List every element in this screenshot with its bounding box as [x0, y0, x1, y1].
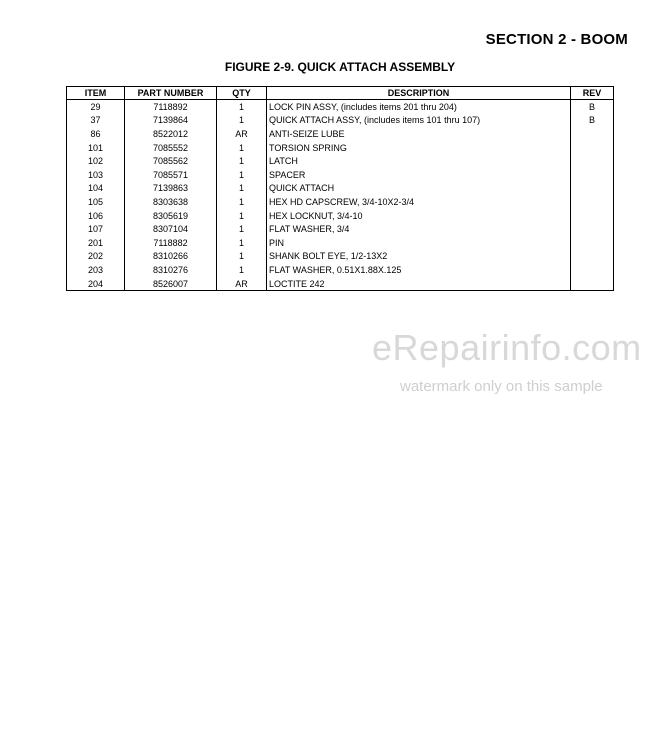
item-cell: 104 [67, 182, 125, 196]
table-header-row [67, 87, 614, 100]
part-number-cell: 7085562 [125, 154, 217, 168]
qty-cell: 1 [217, 222, 267, 236]
table-row [67, 209, 614, 223]
description-cell: HEX HD CAPSCREW, 3/4-10X2-3/4 [267, 195, 571, 209]
rev-cell: B [571, 114, 614, 128]
table-row [67, 168, 614, 182]
part-number-cell: 7118892 [125, 100, 217, 114]
description-cell: SHANK BOLT EYE, 1/2-13X2 [267, 250, 571, 264]
parts-list-table [66, 86, 614, 291]
description-cell: LATCH [267, 154, 571, 168]
part-number-cell: 8310266 [125, 250, 217, 264]
qty-cell: 1 [217, 182, 267, 196]
rev-cell [571, 263, 614, 277]
item-cell: 203 [67, 263, 125, 277]
qty-cell: 1 [217, 154, 267, 168]
qty-cell: 1 [217, 141, 267, 155]
rev-cell [571, 141, 614, 155]
rev-cell [571, 182, 614, 196]
item-cell: 106 [67, 209, 125, 223]
description-cell: PIN [267, 236, 571, 250]
column-header-rev: REV [571, 87, 614, 100]
figure-title: FIGURE 2-9. QUICK ATTACH ASSEMBLY [224, 60, 456, 74]
qty-cell: 1 [217, 250, 267, 264]
item-cell: 201 [67, 236, 125, 250]
qty-cell: 1 [217, 168, 267, 182]
rev-cell [571, 195, 614, 209]
part-number-cell: 7139864 [125, 114, 217, 128]
part-number-cell: 8526007 [125, 277, 217, 291]
description-cell: QUICK ATTACH ASSY, (includes items 101 thru 107) [267, 114, 571, 128]
description-cell: FLAT WASHER, 3/4 [267, 222, 571, 236]
parts-table-body [67, 100, 614, 291]
table-row [67, 236, 614, 250]
rev-cell [571, 209, 614, 223]
item-cell: 102 [67, 154, 125, 168]
column-header-item: ITEM [67, 87, 125, 100]
item-cell: 29 [67, 100, 125, 114]
item-cell: 107 [67, 222, 125, 236]
part-number-cell: 8303638 [125, 195, 217, 209]
part-number-cell: 7139863 [125, 182, 217, 196]
rev-cell: B [571, 100, 614, 114]
table-row [67, 263, 614, 277]
item-cell: 37 [67, 114, 125, 128]
rev-cell [571, 154, 614, 168]
table-row [67, 127, 614, 141]
qty-cell: 1 [217, 236, 267, 250]
description-cell: ANTI-SEIZE LUBE [267, 127, 571, 141]
rev-cell [571, 127, 614, 141]
qty-cell: 1 [217, 195, 267, 209]
table-row [67, 154, 614, 168]
item-cell: 202 [67, 250, 125, 264]
table-row [67, 182, 614, 196]
watermark-brand: eRepairinfo.com [372, 327, 642, 368]
table-row [67, 141, 614, 155]
table-row [67, 114, 614, 128]
part-number-cell: 7118882 [125, 236, 217, 250]
description-cell: TORSION SPRING [267, 141, 571, 155]
column-header-part-number: PART NUMBER [125, 87, 217, 100]
table-row [67, 222, 614, 236]
table-row [67, 195, 614, 209]
qty-cell: 1 [217, 209, 267, 223]
item-cell: 204 [67, 277, 125, 291]
qty-cell: AR [217, 277, 267, 291]
part-number-cell: 7085571 [125, 168, 217, 182]
section-header: SECTION 2 - BOOM [485, 31, 628, 48]
part-number-cell: 8310276 [125, 263, 217, 277]
qty-cell: 1 [217, 114, 267, 128]
qty-cell: AR [217, 127, 267, 141]
qty-cell: 1 [217, 100, 267, 114]
rev-cell [571, 222, 614, 236]
description-cell: FLAT WASHER, 0.51X1.88X.125 [267, 263, 571, 277]
item-cell: 105 [67, 195, 125, 209]
qty-cell: 1 [217, 263, 267, 277]
description-cell: SPACER [267, 168, 571, 182]
part-number-cell: 7085552 [125, 141, 217, 155]
rev-cell [571, 277, 614, 291]
part-number-cell: 8522012 [125, 127, 217, 141]
watermark-note: watermark only on this sample [400, 378, 603, 395]
part-number-cell: 8307104 [125, 222, 217, 236]
description-cell: LOCK PIN ASSY, (includes items 201 thru 204) [267, 100, 571, 114]
rev-cell [571, 236, 614, 250]
rev-cell [571, 250, 614, 264]
item-cell: 103 [67, 168, 125, 182]
column-header-qty: QTY [217, 87, 267, 100]
rev-cell [571, 168, 614, 182]
description-cell: LOCTITE 242 [267, 277, 571, 291]
description-cell: HEX LOCKNUT, 3/4-10 [267, 209, 571, 223]
table-row [67, 277, 614, 291]
column-header-description: DESCRIPTION [267, 87, 571, 100]
table-row [67, 250, 614, 264]
description-cell: QUICK ATTACH [267, 182, 571, 196]
item-cell: 86 [67, 127, 125, 141]
table-row [67, 100, 614, 114]
item-cell: 101 [67, 141, 125, 155]
part-number-cell: 8305619 [125, 209, 217, 223]
